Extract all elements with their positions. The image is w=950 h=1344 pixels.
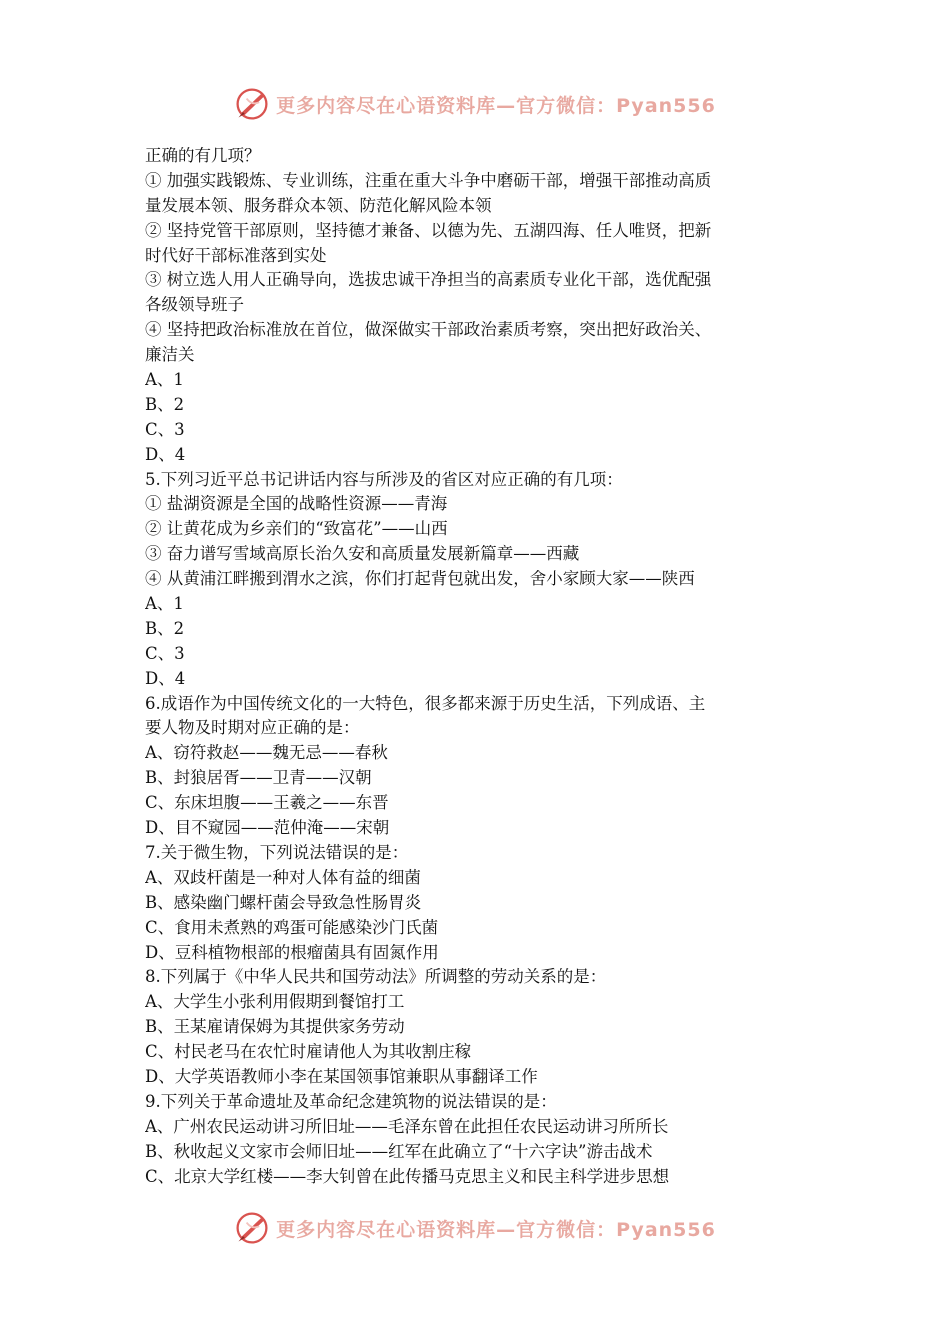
option-line: C、食用未煮熟的鸡蛋可能感染沙门氏菌 — [145, 917, 439, 937]
document-body — [145, 144, 810, 1189]
header-watermark — [0, 84, 950, 124]
text-line: 量发展本领、服务群众本领、防范化解风险本领 — [145, 195, 492, 215]
text-line: 时代好干部标准落到实处 — [145, 245, 327, 265]
option-line: D、豆科植物根部的根瘤菌具有固氮作用 — [145, 942, 439, 962]
question-line: 5.下列习近平总书记讲话内容与所涉及的省区对应正确的有几项： — [145, 469, 623, 489]
pen-logo-icon — [234, 1210, 270, 1246]
option-line: A、窃符救赵——魏无忌——春秋 — [145, 743, 388, 763]
pen-logo-icon — [234, 86, 270, 122]
option-line: A、大学生小张利用假期到餐馆打工 — [145, 992, 405, 1012]
text-line: ① 加强实践锻炼、专业训练，注重在重大斗争中磨砺干部，增强干部推动高质 — [145, 170, 712, 190]
text-line: ② 让黄花成为乡亲们的“致富花”——山西 — [145, 519, 448, 539]
footer-watermark — [0, 1208, 950, 1248]
header-watermark-text: 更多内容尽在心语资料库—官方微信：Pyan556 — [276, 94, 716, 117]
text-line: 正确的有几项？ — [145, 146, 261, 165]
option-line: D、大学英语教师小李在某国领事馆兼职从事翻译工作 — [145, 1066, 538, 1086]
option-line: B、2 — [145, 394, 185, 414]
option-line: C、北京大学红楼——李大钊曾在此传播马克思主义和民主科学进步思想 — [145, 1166, 670, 1186]
option-line: D、目不窥园——范仲淹——宋朝 — [145, 818, 390, 838]
text-line: ③ 树立选人用人正确导向，选拔忠诚干净担当的高素质专业化干部，选优配强 — [145, 270, 712, 290]
option-line: A、广州农民运动讲习所旧址——毛泽东曾在此担任农民运动讲习所所长 — [145, 1116, 669, 1136]
option-line: C、东床坦腹——王羲之——东晋 — [145, 793, 389, 813]
option-line: C、3 — [145, 419, 185, 439]
option-line: B、秋收起义文家市会师旧址——红军在此确立了“十六字诀”游击战术 — [145, 1141, 653, 1161]
text-line: ② 坚持党管干部原则，坚持德才兼备、以德为先、五湖四海、任人唯贤，把新 — [145, 220, 712, 240]
option-line: A、1 — [145, 370, 184, 390]
question-line: 6.成语作为中国传统文化的一大特色，很多都来源于历史生活，下列成语、主 — [145, 693, 706, 713]
watermark-brand — [234, 1210, 716, 1246]
option-line: B、感染幽门螺杆菌会导致急性肠胃炎 — [145, 892, 422, 912]
text-line: ③ 奋力谱写雪域高原长治久安和高质量发展新篇章——西藏 — [145, 544, 580, 564]
question-line: 7.关于微生物，下列说法错误的是： — [145, 842, 409, 862]
option-line: A、双歧杆菌是一种对人体有益的细菌 — [145, 867, 421, 887]
option-line: D、4 — [145, 444, 186, 464]
text-line: ① 盐湖资源是全国的战略性资源——青海 — [145, 494, 448, 514]
option-line: B、封狼居胥——卫青——汉朝 — [145, 768, 372, 788]
option-line: C、村民老马在农忙时雇请他人为其收割庄稼 — [145, 1042, 472, 1062]
text-line: 廉洁关 — [145, 345, 195, 365]
option-line: B、2 — [145, 618, 185, 638]
text-line: ④ 从黄浦江畔搬到渭水之滨，你们打起背包就出发，舍小家顾大家——陕西 — [145, 569, 695, 589]
footer-watermark-text: 更多内容尽在心语资料库—官方微信：Pyan556 — [276, 1218, 716, 1241]
text-line: 各级领导班子 — [145, 295, 244, 315]
option-line: D、4 — [145, 668, 186, 688]
question-line: 9.下列关于革命遗址及革命纪念建筑物的说法错误的是： — [145, 1091, 557, 1111]
question-line: 8.下列属于《中华人民共和国劳动法》所调整的劳动关系的是： — [145, 967, 607, 987]
option-line: B、王某雇请保姆为其提供家务劳动 — [145, 1017, 405, 1037]
option-line: A、1 — [145, 594, 184, 614]
option-line: C、3 — [145, 643, 185, 663]
question-line: 要人物及时期对应正确的是： — [145, 718, 360, 738]
watermark-brand — [234, 86, 716, 122]
text-line: ④ 坚持把政治标准放在首位，做深做实干部政治素质考察，突出把好政治关、 — [145, 320, 712, 340]
